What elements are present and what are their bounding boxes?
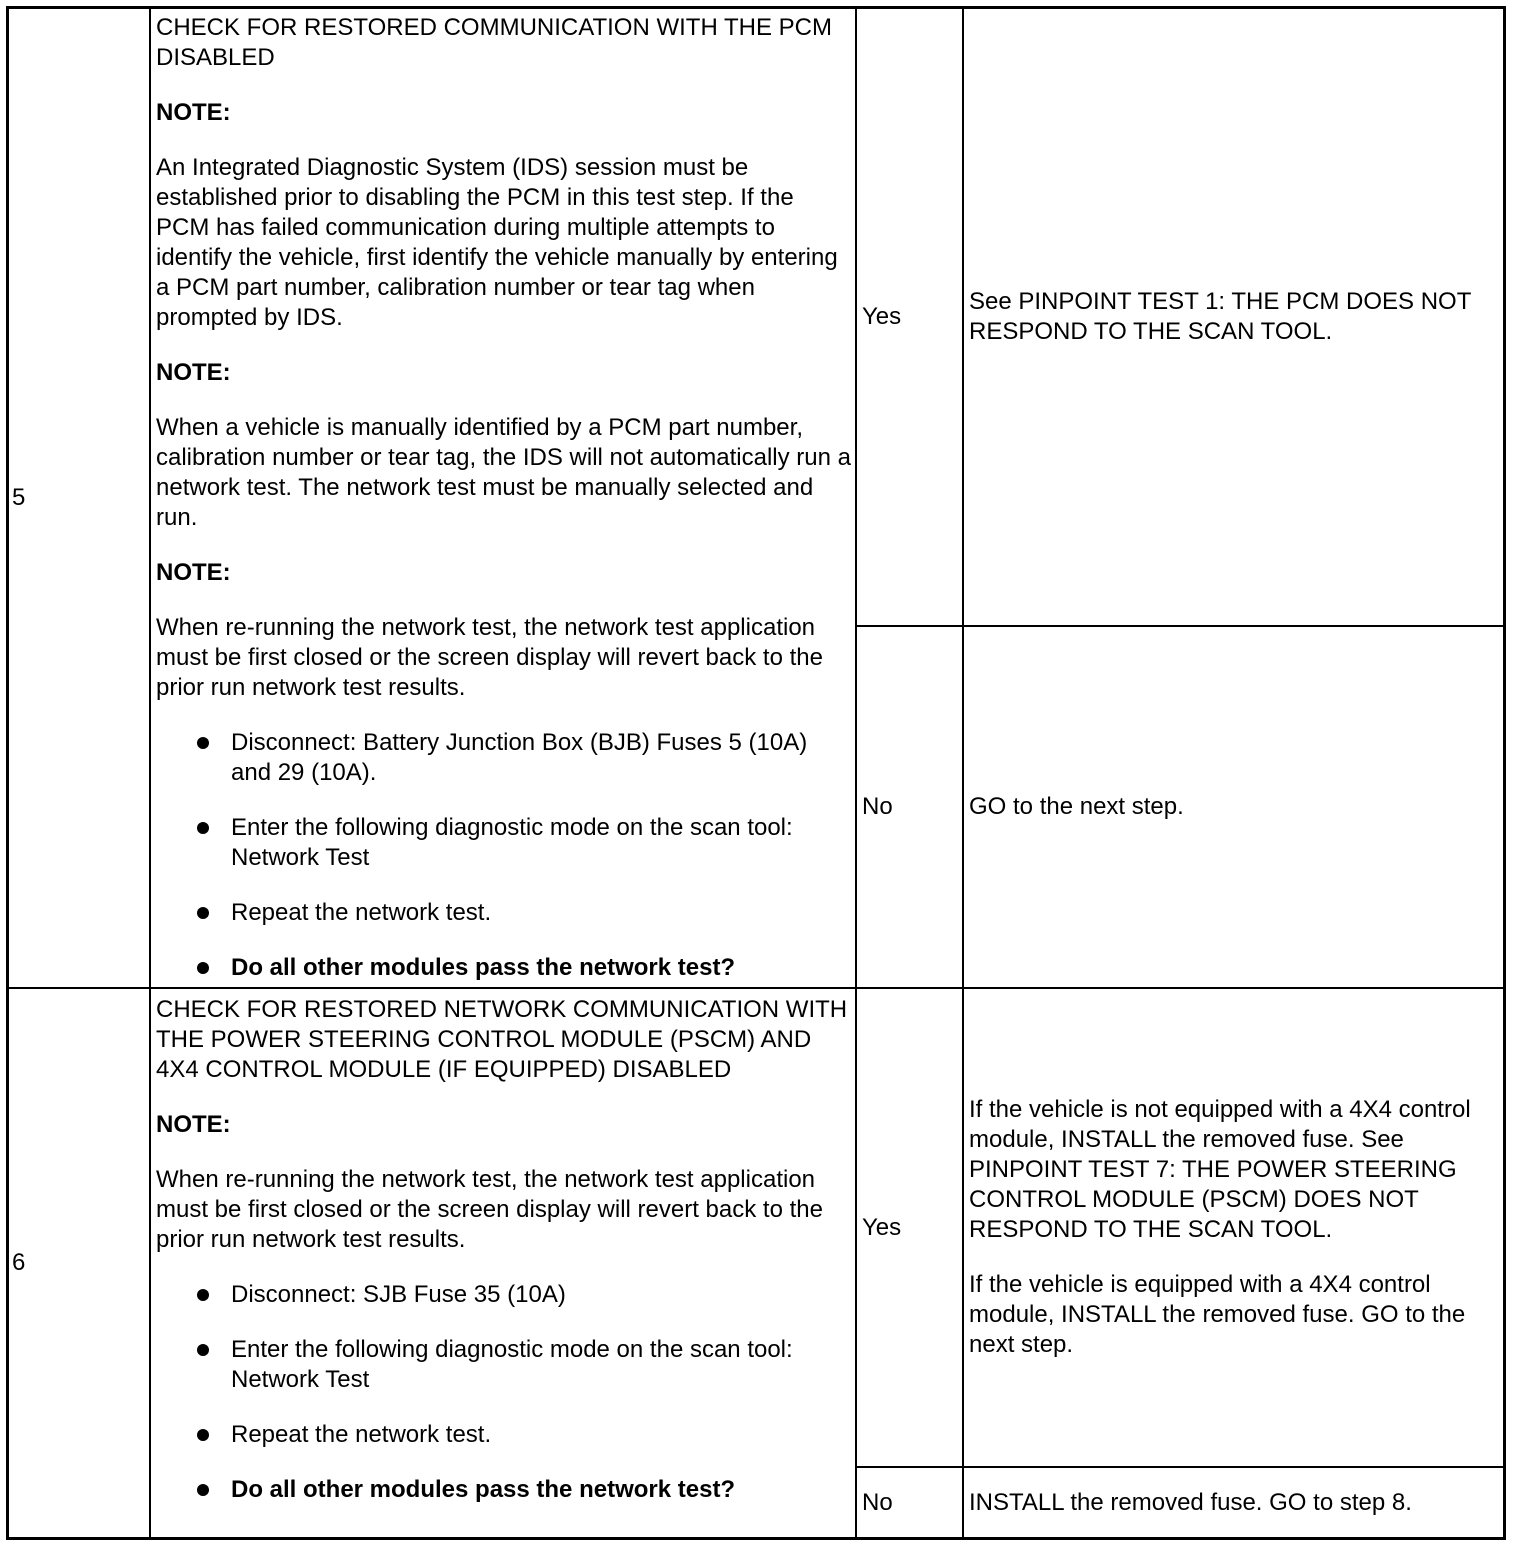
column-divider (962, 6, 964, 1540)
answer-cell (862, 989, 960, 1466)
bullet-icon (197, 822, 209, 834)
step-number-cell (12, 9, 147, 987)
procedure-cell (156, 13, 853, 985)
bullet-icon (197, 962, 209, 974)
action-text: Disconnect: SJB Fuse 35 (10A) (231, 1281, 566, 1308)
step-number-cell (12, 989, 147, 1537)
column-divider (149, 6, 151, 1540)
action-list (156, 1280, 853, 1505)
action-item (231, 728, 853, 788)
question-item (231, 1475, 853, 1505)
action-text: GO to the next step. (969, 793, 1184, 820)
step-number: 6 (12, 1249, 26, 1276)
step-heading: CHECK FOR RESTORED NETWORK COMMUNICATION WITH THE POWER STEERING CONTROL MODULE (PSCM) AND 4X4 CONTROL MODULE (IF EQUIPPED) DISABLED (156, 996, 848, 1083)
action-text: Repeat the network test. (231, 1421, 492, 1448)
action-text: Enter the following diagnostic mode on the scan tool: Network Test (231, 814, 793, 871)
procedure-cell (156, 995, 853, 1535)
bullet-icon (197, 1484, 209, 1496)
action-text: If the vehicle is not equipped with a 4X4 control module, INSTALL the removed fuse. See PINPOINT TEST 7: THE POWER STEERING CONTROL MODULE (PSCM) DOES NOT RESPOND TO THE SCAN TOOL. (969, 1096, 1471, 1243)
answer-cell (862, 1468, 960, 1537)
column-divider (855, 6, 857, 1540)
note-label: NOTE: (156, 359, 231, 386)
note-text: When re-running the network test, the network test application must be first closed or the screen display will revert back to the prior run network test results. (156, 614, 823, 701)
answer-cell (862, 627, 960, 987)
bullet-icon (197, 1344, 209, 1356)
action-item (231, 1280, 853, 1310)
action-cell (969, 627, 1499, 987)
note-label: NOTE: (156, 1111, 231, 1138)
bullet-icon (197, 1429, 209, 1441)
answer-no: No (862, 793, 893, 820)
action-text: Enter the following diagnostic mode on the scan tool: Network Test (231, 1336, 793, 1393)
action-cell (969, 989, 1499, 1466)
action-text: Disconnect: Battery Junction Box (BJB) Fuses 5 (10A) and 29 (10A). (231, 729, 808, 786)
question-text: Do all other modules pass the network test? (231, 1476, 736, 1503)
answer-cell (862, 9, 960, 625)
bullet-icon (197, 737, 209, 749)
action-text: INSTALL the removed fuse. GO to step 8. (969, 1488, 1412, 1516)
action-cell (969, 1468, 1499, 1537)
action-text: If the vehicle is equipped with a 4X4 control module, INSTALL the removed fuse. GO to the next step. (969, 1271, 1466, 1358)
action-cell (969, 9, 1499, 625)
note-label: NOTE: (156, 99, 231, 126)
answer-yes: Yes (862, 303, 902, 330)
bullet-icon (197, 1289, 209, 1301)
answer-no: No (862, 1488, 893, 1516)
action-item (231, 1420, 853, 1450)
question-text: Do all other modules pass the network test? (231, 954, 736, 981)
note-text: When re-running the network test, the network test application must be first closed or the screen display will revert back to the prior run network test results. (156, 1166, 823, 1253)
action-text: See PINPOINT TEST 1: THE PCM DOES NOT RESPOND TO THE SCAN TOOL. (969, 288, 1471, 345)
note-label: NOTE: (156, 559, 231, 586)
bullet-icon (197, 907, 209, 919)
answer-yes: Yes (862, 1213, 902, 1241)
question-item (231, 953, 853, 983)
action-item (231, 813, 853, 873)
action-item (231, 1335, 853, 1395)
note-text: When a vehicle is manually identified by a PCM part number, calibration number or tear tag, the IDS will not automatically run a network test. The network test must be manually selected and run. (156, 414, 852, 531)
action-text: Repeat the network test. (231, 899, 492, 926)
step-number: 5 (12, 484, 26, 511)
step-heading: CHECK FOR RESTORED COMMUNICATION WITH THE PCM DISABLED (156, 14, 833, 71)
action-item (231, 898, 853, 928)
action-list (156, 728, 853, 983)
note-text: An Integrated Diagnostic System (IDS) session must be established prior to disabling the PCM in this test step. If the PCM has failed communication during multiple attempts to identify the vehicle, first identify the vehicle manually by entering a PCM part number, calibration number or tear tag when prompted by IDS. (156, 154, 838, 331)
